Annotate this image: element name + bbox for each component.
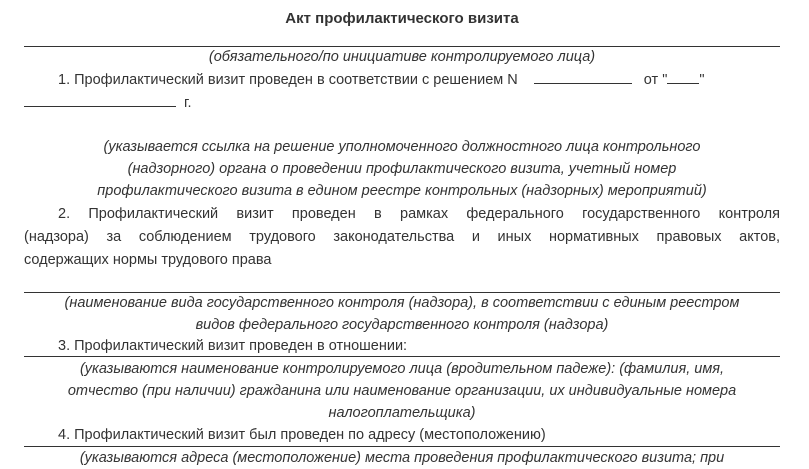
note-decision-ref-1: (указывается ссылка на решение уполномоченного должностного лица контрольного [103, 139, 701, 155]
item-1-year: г. [184, 95, 192, 111]
note-controlled-person-2: отчество (при наличии) гражданина или наименование организации, их индивидуальные номера [67, 383, 737, 399]
item-1-line-1 [24, 69, 780, 91]
underline-rule [24, 356, 780, 357]
note-decision-ref-2: (надзорного) органа о проведении профилактического визита, учетный номер [127, 161, 677, 177]
item-1-quote: " [699, 72, 705, 88]
decision-day-blank[interactable] [667, 69, 699, 84]
note-controlled-person-1: (указываются наименование контролируемого лица (вродительном падеже): (фамилия, имя, [79, 361, 725, 377]
note-control-type-1: (наименование вида государственного контроля (надзора), в соответствии с единым реестром [64, 295, 740, 311]
document-title: Акт профилактического визита [285, 10, 519, 27]
item-2-line-2: (надзора) за соблюдением трудового законодательства и иных нормативных правовых актов, [24, 229, 780, 245]
item-2-line-1: 2. Профилактический визит проведен в рамках федерального государственного контроля [58, 206, 780, 222]
note-controlled-person-3: налогоплательщика) [328, 405, 476, 421]
item-1-from: от " [643, 72, 668, 88]
note-decision-ref-3: профилактического визита в едином реестре контрольных (надзорных) мероприятий) [97, 183, 707, 199]
item-2-line-3: содержащих нормы трудового права [24, 252, 272, 268]
decision-date-blank[interactable] [24, 92, 176, 107]
note-address: (указываются адреса (местоположение) места проведения профилактического визита; при [79, 450, 725, 466]
note-visit-type: (обязательного/по инициативе контролируемого лица) [208, 49, 596, 65]
note-control-type-2: видов федерального государственного контроля (надзора) [195, 317, 609, 333]
decision-number-blank[interactable] [534, 69, 632, 84]
item-3: 3. Профилактический визит проведен в отношении: [58, 338, 408, 354]
item-1-line-2 [24, 92, 780, 114]
item-4: 4. Профилактический визит был проведен по адресу (местоположению) [58, 427, 546, 443]
item-1-text: 1. Профилактический визит проведен в соответствии с решением N [58, 72, 518, 88]
